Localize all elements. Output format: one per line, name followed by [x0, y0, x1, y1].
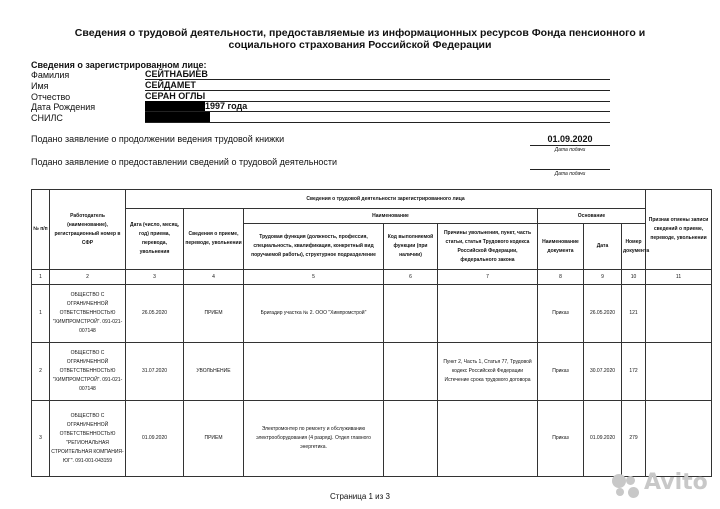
row-doc-name: Приказ	[538, 285, 584, 343]
header-group-basis: Основание	[538, 209, 646, 224]
row-date: 26.05.2020	[126, 285, 184, 343]
continue-book-date: 01.09.2020	[530, 134, 610, 146]
row-date: 01.09.2020	[126, 401, 184, 477]
column-number: 11	[646, 270, 712, 285]
row-reason	[438, 285, 538, 343]
table-row	[32, 401, 712, 477]
header-doc-date: Дата	[584, 224, 622, 270]
birthdate-label: Дата Рождения	[31, 102, 96, 112]
row-doc-num: 172	[622, 343, 646, 401]
table-row	[32, 343, 712, 401]
row-function: Бригадир участка № 2. ООО "Химпромстрой"	[244, 285, 384, 343]
row-doc-num: 279	[622, 401, 646, 477]
column-number: 3	[126, 270, 184, 285]
row-reason: Пункт 2, Часть 1, Статья 77, Трудовой кодекс Российской Федерации Истечение срока трудового договора	[438, 343, 538, 401]
row-function: Электромонтер по ремонту и обслуживанию электрооборудования (4 разряд). Отдел главного энергетика.	[244, 401, 384, 477]
column-number: 1	[32, 270, 50, 285]
header-num: № п/п	[32, 190, 50, 270]
table-row	[32, 285, 712, 343]
row-num: 2	[32, 343, 50, 401]
row-cancel	[646, 285, 712, 343]
patronymic-label: Отчество	[31, 92, 71, 102]
row-doc-name: Приказ	[538, 343, 584, 401]
row-code	[384, 401, 438, 477]
birthdate-field	[145, 101, 610, 112]
row-doc-date: 01.09.2020	[584, 401, 622, 477]
redaction-bar	[145, 101, 205, 111]
row-code	[384, 285, 438, 343]
row-event: УВОЛЬНЕНИЕ	[184, 343, 244, 401]
statement-provide-info: Подано заявление о предоставлении сведений о трудовой деятельности	[31, 157, 338, 167]
row-event: ПРИЕМ	[184, 401, 244, 477]
row-reason	[438, 401, 538, 477]
column-number: 6	[384, 270, 438, 285]
patronymic-value: СЕРАН ОГЛЫ	[145, 91, 610, 102]
snils-field	[145, 112, 610, 123]
row-num: 1	[32, 285, 50, 343]
redaction-bar	[145, 112, 210, 122]
row-doc-date: 26.05.2020	[584, 285, 622, 343]
header-event: Сведения о приеме, переводе, увольнении	[184, 209, 244, 270]
row-doc-name: Приказ	[538, 401, 584, 477]
row-function	[244, 343, 384, 401]
row-employer: ОБЩЕСТВО С ОГРАНИЧЕННОЙ ОТВЕТСТВЕННОСТЬЮ "ХИМПРОМСТРОЙ". 091-021-007148	[50, 343, 126, 401]
column-numbers-row	[32, 270, 712, 285]
row-doc-num: 121	[622, 285, 646, 343]
row-date: 31.07.2020	[126, 343, 184, 401]
row-event: ПРИЕМ	[184, 285, 244, 343]
column-number: 5	[244, 270, 384, 285]
header-group-name: Наименование	[244, 209, 538, 224]
header-date: Дата (число, месяц, год) приема, перевода, увольнения	[126, 209, 184, 270]
row-cancel	[646, 401, 712, 477]
section-title: Сведения о зарегистрированном лице:	[31, 60, 207, 70]
name-label: Имя	[31, 81, 49, 91]
row-cancel	[646, 343, 712, 401]
column-number: 8	[538, 270, 584, 285]
header-employer: Работодатель (наименование), регистрационный номер в СФР	[50, 190, 126, 270]
row-num: 3	[32, 401, 50, 477]
avito-watermark	[612, 470, 712, 500]
header-doc-name: Наименование документа	[538, 224, 584, 270]
surname-label: Фамилия	[31, 70, 70, 80]
header-code: Код выполняемой функции (при наличии)	[384, 224, 438, 270]
row-employer: ОБЩЕСТВО С ОГРАНИЧЕННОЙ ОТВЕТСТВЕННОСТЬЮ "ХИМПРОМСТРОЙ". 091-021-007148	[50, 285, 126, 343]
column-number: 10	[622, 270, 646, 285]
date-caption: Дата подачи	[554, 147, 586, 153]
header-group-info: Сведения о трудовой деятельности зарегистрированного лица	[126, 190, 646, 209]
header-doc-num: Номер документа	[622, 224, 646, 270]
statement-continue-book: Подано заявление о продолжении ведения трудовой книжки	[31, 134, 285, 144]
row-doc-date: 30.07.2020	[584, 343, 622, 401]
row-code	[384, 343, 438, 401]
avito-logo-icon	[612, 474, 642, 498]
date-caption: Дата подачи	[554, 171, 586, 177]
column-number: 7	[438, 270, 538, 285]
column-number: 2	[50, 270, 126, 285]
surname-value: СЕЙТНАБИЕВ	[145, 69, 610, 80]
birthdate-value: 1997 года	[205, 101, 248, 111]
header-reason: Причины увольнения, пункт, часть статьи, статья Трудового кодекса Российской Федерации, федерального закона	[438, 224, 538, 270]
snils-label: СНИЛС	[31, 113, 63, 123]
header-cancel: Признак отмены записи сведений о приеме, переводе, увольнении	[646, 190, 712, 270]
watermark-text: Avito	[644, 470, 708, 495]
column-number: 4	[184, 270, 244, 285]
column-number: 9	[584, 270, 622, 285]
name-value: СЕЙДАМЕТ	[145, 80, 610, 91]
provide-info-date	[530, 158, 610, 170]
document-title: Сведения о трудовой деятельности, предоставляемые из информационных ресурсов Фонда пенсионного и социального страхования Российской Федерации	[74, 27, 646, 51]
page-footer: Страница 1 из 3	[330, 492, 390, 501]
row-employer: ОБЩЕСТВО С ОГРАНИЧЕННОЙ ОТВЕТСТВЕННОСТЬЮ "РЕГИОНАЛЬНАЯ СТРОИТЕЛЬНАЯ КОМПАНИЯ-ЮГ". 091-001-043159	[50, 401, 126, 477]
employment-table	[31, 189, 712, 477]
header-function: Трудовая функция (должность, профессия, специальность, квалификация, конкретный вид поручаемой работы), структурное подразделение	[244, 224, 384, 270]
